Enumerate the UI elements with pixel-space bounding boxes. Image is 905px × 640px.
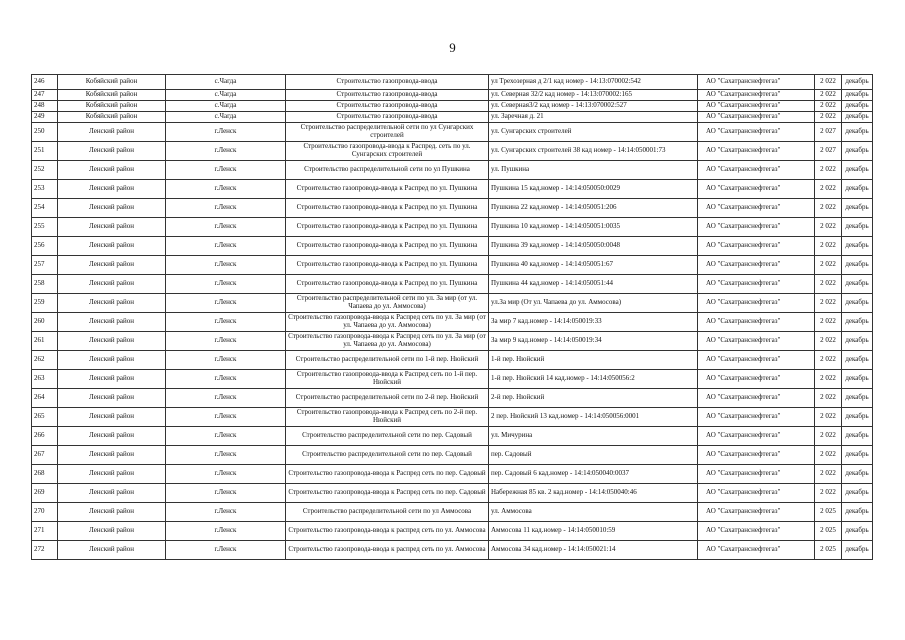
month-cell: декабрь xyxy=(842,256,873,275)
row-number-cell: 260 xyxy=(32,313,58,332)
work-description-cell: Строительство газопровода-ввода к распред сеть по ул. Аммосова xyxy=(286,522,489,541)
organization-cell: АО "Сахатранснефтегаз" xyxy=(698,256,815,275)
month-cell: декабрь xyxy=(842,75,873,90)
organization-cell: АО "Сахатранснефтегаз" xyxy=(698,237,815,256)
locality-cell: г.Ленск xyxy=(166,218,286,237)
year-cell: 2 022 xyxy=(815,256,842,275)
address-cell: пер. Садовый xyxy=(489,446,698,465)
month-cell: декабрь xyxy=(842,161,873,180)
locality-cell: г.Ленск xyxy=(166,123,286,142)
locality-cell: г.Ленск xyxy=(166,237,286,256)
district-cell: Кобяйский район xyxy=(58,75,166,90)
address-cell: ул. Сунгарских строителей 38 кад номер - 14:14:050001:73 xyxy=(489,142,698,161)
year-cell: 2 025 xyxy=(815,522,842,541)
address-cell: 1-й пер. Нюйский xyxy=(489,351,698,370)
organization-cell: АО "Сахатранснефтегаз" xyxy=(698,465,815,484)
year-cell: 2 022 xyxy=(815,161,842,180)
work-description-cell: Строительство газопровода-ввода xyxy=(286,90,489,101)
row-number-cell: 247 xyxy=(32,90,58,101)
row-number-cell: 251 xyxy=(32,142,58,161)
row-number-cell: 266 xyxy=(32,427,58,446)
locality-cell: с.Чагда xyxy=(166,112,286,123)
gasification-table xyxy=(31,74,873,560)
year-cell: 2 022 xyxy=(815,75,842,90)
month-cell: декабрь xyxy=(842,218,873,237)
locality-cell: г.Ленск xyxy=(166,522,286,541)
organization-cell: АО "Сахатранснефтегаз" xyxy=(698,112,815,123)
district-cell: Ленский район xyxy=(58,237,166,256)
district-cell: Кобяйский район xyxy=(58,112,166,123)
year-cell: 2 022 xyxy=(815,313,842,332)
year-cell: 2 022 xyxy=(815,90,842,101)
month-cell: декабрь xyxy=(842,180,873,199)
year-cell: 2 022 xyxy=(815,101,842,112)
work-description-cell: Строительство газопровода-ввода к Распред сеть по пер. Садовый xyxy=(286,465,489,484)
table-row xyxy=(32,427,873,446)
address-cell: Пушкина 22 кад.номер - 14:14:050051:206 xyxy=(489,199,698,218)
table-row xyxy=(32,180,873,199)
row-number-cell: 259 xyxy=(32,294,58,313)
month-cell: декабрь xyxy=(842,408,873,427)
work-description-cell: Строительство газопровода-ввода к распред сеть по ул. Аммосова xyxy=(286,541,489,560)
month-cell: декабрь xyxy=(842,90,873,101)
table-row xyxy=(32,332,873,351)
address-cell: Пушкина 40 кад.номер - 14:14:050051:67 xyxy=(489,256,698,275)
locality-cell: г.Ленск xyxy=(166,503,286,522)
month-cell: декабрь xyxy=(842,351,873,370)
row-number-cell: 257 xyxy=(32,256,58,275)
work-description-cell: Строительство распределительной сети по пер. Садовый xyxy=(286,427,489,446)
locality-cell: г.Ленск xyxy=(166,484,286,503)
address-cell: За мир 7 кад.номер - 14:14:050019:33 xyxy=(489,313,698,332)
work-description-cell: Строительство газопровода-ввода xyxy=(286,101,489,112)
month-cell: декабрь xyxy=(842,332,873,351)
table-row xyxy=(32,370,873,389)
address-cell: Пушкина 44 кад.номер - 14:14:050051:44 xyxy=(489,275,698,294)
work-description-cell: Строительство газопровода-ввода к Распред по ул. Пушкина xyxy=(286,237,489,256)
row-number-cell: 271 xyxy=(32,522,58,541)
district-cell: Кобяйский район xyxy=(58,101,166,112)
organization-cell: АО "Сахатранснефтегаз" xyxy=(698,75,815,90)
row-number-cell: 255 xyxy=(32,218,58,237)
month-cell: декабрь xyxy=(842,465,873,484)
row-number-cell: 261 xyxy=(32,332,58,351)
district-cell: Ленский район xyxy=(58,389,166,408)
work-description-cell: Строительство газопровода-ввода к Распред по ул. Пушкина xyxy=(286,256,489,275)
address-cell: ул. Северная 32/2 кад номер - 14:13:070002:165 xyxy=(489,90,698,101)
district-cell: Ленский район xyxy=(58,503,166,522)
table-row xyxy=(32,123,873,142)
work-description-cell: Строительство газопровода-ввода xyxy=(286,75,489,90)
table-row xyxy=(32,161,873,180)
locality-cell: г.Ленск xyxy=(166,142,286,161)
district-cell: Ленский район xyxy=(58,142,166,161)
address-cell: Пушкина 10 кад.номер - 14:14:050051:0035 xyxy=(489,218,698,237)
month-cell: декабрь xyxy=(842,522,873,541)
locality-cell: г.Ленск xyxy=(166,389,286,408)
table-row xyxy=(32,101,873,112)
locality-cell: г.Ленск xyxy=(166,427,286,446)
district-cell: Ленский район xyxy=(58,541,166,560)
year-cell: 2 022 xyxy=(815,427,842,446)
row-number-cell: 246 xyxy=(32,75,58,90)
work-description-cell: Строительство распределительной сети по ул Аммосова xyxy=(286,503,489,522)
table-row xyxy=(32,294,873,313)
locality-cell: г.Ленск xyxy=(166,313,286,332)
month-cell: декабрь xyxy=(842,123,873,142)
locality-cell: г.Ленск xyxy=(166,351,286,370)
organization-cell: АО "Сахатранснефтегаз" xyxy=(698,351,815,370)
row-number-cell: 268 xyxy=(32,465,58,484)
district-cell: Ленский район xyxy=(58,123,166,142)
table-row xyxy=(32,465,873,484)
month-cell: декабрь xyxy=(842,142,873,161)
organization-cell: АО "Сахатранснефтегаз" xyxy=(698,294,815,313)
district-cell: Ленский район xyxy=(58,370,166,389)
district-cell: Ленский район xyxy=(58,465,166,484)
district-cell: Ленский район xyxy=(58,294,166,313)
work-description-cell: Строительство распределительной сети по 1-й пер. Нюйский xyxy=(286,351,489,370)
address-cell: ул. Северная3/2 кад номер - 14:13:070002:527 xyxy=(489,101,698,112)
table-row xyxy=(32,218,873,237)
work-description-cell: Строительство газопровода-ввода к Распред сеть по 2-й пер. Нюйский xyxy=(286,408,489,427)
organization-cell: АО "Сахатранснефтегаз" xyxy=(698,199,815,218)
year-cell: 2 025 xyxy=(815,503,842,522)
table-row xyxy=(32,275,873,294)
month-cell: декабрь xyxy=(842,541,873,560)
locality-cell: г.Ленск xyxy=(166,256,286,275)
month-cell: декабрь xyxy=(842,199,873,218)
page-number: 9 xyxy=(449,40,456,55)
locality-cell: г.Ленск xyxy=(166,275,286,294)
organization-cell: АО "Сахатранснефтегаз" xyxy=(698,275,815,294)
locality-cell: г.Ленск xyxy=(166,161,286,180)
work-description-cell: Строительство распределительной сети по ул Пушкина xyxy=(286,161,489,180)
row-number-cell: 262 xyxy=(32,351,58,370)
locality-cell: г.Ленск xyxy=(166,294,286,313)
work-description-cell: Строительство газопровода-ввода к Распред сеть по ул. За мир (от ул. Чапаева до ул. Аммосова) xyxy=(286,332,489,351)
month-cell: декабрь xyxy=(842,275,873,294)
year-cell: 2 022 xyxy=(815,218,842,237)
organization-cell: АО "Сахатранснефтегаз" xyxy=(698,503,815,522)
work-description-cell: Строительство газопровода-ввода к Распред. сеть по ул. Сунгарских строителей xyxy=(286,142,489,161)
locality-cell: с.Чагда xyxy=(166,75,286,90)
organization-cell: АО "Сахатранснефтегаз" xyxy=(698,541,815,560)
table-row xyxy=(32,112,873,123)
district-cell: Ленский район xyxy=(58,161,166,180)
district-cell: Ленский район xyxy=(58,351,166,370)
year-cell: 2 022 xyxy=(815,112,842,123)
address-cell: 1-й пер. Нюйский 14 кад.номер - 14:14:050056:2 xyxy=(489,370,698,389)
table-row xyxy=(32,313,873,332)
table-body xyxy=(32,75,873,560)
locality-cell: г.Ленск xyxy=(166,541,286,560)
organization-cell: АО "Сахатранснефтегаз" xyxy=(698,389,815,408)
work-description-cell: Строительство газопровода-ввода к Распред сеть по 1-й пер. Нюйский xyxy=(286,370,489,389)
district-cell: Ленский район xyxy=(58,199,166,218)
year-cell: 2 022 xyxy=(815,389,842,408)
organization-cell: АО "Сахатранснефтегаз" xyxy=(698,370,815,389)
row-number-cell: 265 xyxy=(32,408,58,427)
table-row xyxy=(32,142,873,161)
year-cell: 2 022 xyxy=(815,332,842,351)
table-row xyxy=(32,408,873,427)
organization-cell: АО "Сахатранснефтегаз" xyxy=(698,446,815,465)
year-cell: 2 022 xyxy=(815,446,842,465)
table-row xyxy=(32,446,873,465)
month-cell: декабрь xyxy=(842,484,873,503)
organization-cell: АО "Сахатранснефтегаз" xyxy=(698,522,815,541)
district-cell: Кобяйский район xyxy=(58,90,166,101)
address-cell: 2 пер. Нюйский 13 кад.номер - 14:14:050056:0001 xyxy=(489,408,698,427)
locality-cell: г.Ленск xyxy=(166,332,286,351)
year-cell: 2 022 xyxy=(815,351,842,370)
organization-cell: АО "Сахатранснефтегаз" xyxy=(698,180,815,199)
address-cell: ул Трехозерная д 2/1 кад номер - 14:13:070002:542 xyxy=(489,75,698,90)
work-description-cell: Строительство распределительной сети по пер. Садовый xyxy=(286,446,489,465)
address-cell: Аммосова 34 кад.номер - 14:14:050021:14 xyxy=(489,541,698,560)
district-cell: Ленский район xyxy=(58,332,166,351)
organization-cell: АО "Сахатранснефтегаз" xyxy=(698,218,815,237)
locality-cell: г.Ленск xyxy=(166,180,286,199)
row-number-cell: 263 xyxy=(32,370,58,389)
work-description-cell: Строительство газопровода-ввода к Распред по ул. Пушкина xyxy=(286,218,489,237)
year-cell: 2 022 xyxy=(815,199,842,218)
table-row xyxy=(32,256,873,275)
address-cell: ул. Аммосова xyxy=(489,503,698,522)
organization-cell: АО "Сахатранснефтегаз" xyxy=(698,101,815,112)
month-cell: декабрь xyxy=(842,370,873,389)
table-row xyxy=(32,351,873,370)
work-description-cell: Строительство распределительной сети по ул. За мир (от ул. Чапаева до ул. Аммосова) xyxy=(286,294,489,313)
row-number-cell: 254 xyxy=(32,199,58,218)
work-description-cell: Строительство распределительной сети по 2-й пер. Нюйский xyxy=(286,389,489,408)
locality-cell: с.Чагда xyxy=(166,90,286,101)
address-cell: ул. Пушкина xyxy=(489,161,698,180)
table-row xyxy=(32,199,873,218)
row-number-cell: 270 xyxy=(32,503,58,522)
month-cell: декабрь xyxy=(842,446,873,465)
address-cell: Пушкина 15 кад.номер - 14:14:050050:0029 xyxy=(489,180,698,199)
locality-cell: с.Чагда xyxy=(166,101,286,112)
organization-cell: АО "Сахатранснефтегаз" xyxy=(698,332,815,351)
year-cell: 2 025 xyxy=(815,541,842,560)
district-cell: Ленский район xyxy=(58,446,166,465)
year-cell: 2 022 xyxy=(815,370,842,389)
locality-cell: г.Ленск xyxy=(166,446,286,465)
month-cell: декабрь xyxy=(842,112,873,123)
table-row xyxy=(32,503,873,522)
organization-cell: АО "Сахатранснефтегаз" xyxy=(698,484,815,503)
district-cell: Ленский район xyxy=(58,218,166,237)
row-number-cell: 269 xyxy=(32,484,58,503)
year-cell: 2 022 xyxy=(815,408,842,427)
organization-cell: АО "Сахатранснефтегаз" xyxy=(698,142,815,161)
row-number-cell: 258 xyxy=(32,275,58,294)
table-row xyxy=(32,484,873,503)
district-cell: Ленский район xyxy=(58,180,166,199)
address-cell: Пушкина 39 кад.номер - 14:14:050050:0048 xyxy=(489,237,698,256)
row-number-cell: 248 xyxy=(32,101,58,112)
year-cell: 2 022 xyxy=(815,275,842,294)
year-cell: 2 027 xyxy=(815,123,842,142)
row-number-cell: 249 xyxy=(32,112,58,123)
district-cell: Ленский район xyxy=(58,313,166,332)
address-cell: пер. Садовый 6 кад.номер - 14:14:050040:0037 xyxy=(489,465,698,484)
year-cell: 2 022 xyxy=(815,484,842,503)
work-description-cell: Строительство газопровода-ввода к Распред по ул. Пушкина xyxy=(286,275,489,294)
month-cell: декабрь xyxy=(842,389,873,408)
work-description-cell: Строительство газопровода-ввода к Распред сеть по ул. За мир (от ул. Чапаева до ул. Аммосова) xyxy=(286,313,489,332)
row-number-cell: 264 xyxy=(32,389,58,408)
month-cell: декабрь xyxy=(842,237,873,256)
district-cell: Ленский район xyxy=(58,408,166,427)
locality-cell: г.Ленск xyxy=(166,408,286,427)
year-cell: 2 022 xyxy=(815,465,842,484)
month-cell: декабрь xyxy=(842,101,873,112)
organization-cell: АО "Сахатранснефтегаз" xyxy=(698,161,815,180)
work-description-cell: Строительство газопровода-ввода xyxy=(286,112,489,123)
table-row xyxy=(32,522,873,541)
organization-cell: АО "Сахатранснефтегаз" xyxy=(698,90,815,101)
row-number-cell: 272 xyxy=(32,541,58,560)
table-row xyxy=(32,90,873,101)
work-description-cell: Строительство газопровода-ввода к Распред по ул. Пушкина xyxy=(286,199,489,218)
row-number-cell: 252 xyxy=(32,161,58,180)
row-number-cell: 267 xyxy=(32,446,58,465)
row-number-cell: 250 xyxy=(32,123,58,142)
year-cell: 2 022 xyxy=(815,237,842,256)
work-description-cell: Строительство распределительной сети по ул Сунгарских строителей xyxy=(286,123,489,142)
address-cell: ул. Заречная д. 21 xyxy=(489,112,698,123)
work-description-cell: Строительство газопровода-ввода к Распред сеть по пер. Садовый xyxy=(286,484,489,503)
table-row xyxy=(32,541,873,560)
district-cell: Ленский район xyxy=(58,522,166,541)
locality-cell: г.Ленск xyxy=(166,199,286,218)
address-cell: Набережная 85 кв. 2 кад.номер - 14:14:050040:46 xyxy=(489,484,698,503)
year-cell: 2 022 xyxy=(815,294,842,313)
year-cell: 2 027 xyxy=(815,142,842,161)
work-description-cell: Строительство газопровода-ввода к Распред по ул. Пушкина xyxy=(286,180,489,199)
month-cell: декабрь xyxy=(842,313,873,332)
row-number-cell: 253 xyxy=(32,180,58,199)
table-row xyxy=(32,75,873,90)
table-row xyxy=(32,389,873,408)
locality-cell: г.Ленск xyxy=(166,465,286,484)
month-cell: декабрь xyxy=(842,503,873,522)
address-cell: ул. Сунгарских строителей xyxy=(489,123,698,142)
address-cell: 2-й пер. Нюйский xyxy=(489,389,698,408)
address-cell: Аммосова 11 кад.номер - 14:14:050010:59 xyxy=(489,522,698,541)
month-cell: декабрь xyxy=(842,294,873,313)
organization-cell: АО "Сахатранснефтегаз" xyxy=(698,408,815,427)
address-cell: За мир 9 кад.номер - 14:14:050019:34 xyxy=(489,332,698,351)
year-cell: 2 022 xyxy=(815,180,842,199)
address-cell: ул.За мир (От ул. Чапаева до ул. Аммосова) xyxy=(489,294,698,313)
organization-cell: АО "Сахатранснефтегаз" xyxy=(698,313,815,332)
organization-cell: АО "Сахатранснефтегаз" xyxy=(698,123,815,142)
district-cell: Ленский район xyxy=(58,484,166,503)
month-cell: декабрь xyxy=(842,427,873,446)
district-cell: Ленский район xyxy=(58,427,166,446)
organization-cell: АО "Сахатранснефтегаз" xyxy=(698,427,815,446)
row-number-cell: 256 xyxy=(32,237,58,256)
table-row xyxy=(32,237,873,256)
district-cell: Ленский район xyxy=(58,256,166,275)
locality-cell: г.Ленск xyxy=(166,370,286,389)
district-cell: Ленский район xyxy=(58,275,166,294)
address-cell: ул. Мичурина xyxy=(489,427,698,446)
